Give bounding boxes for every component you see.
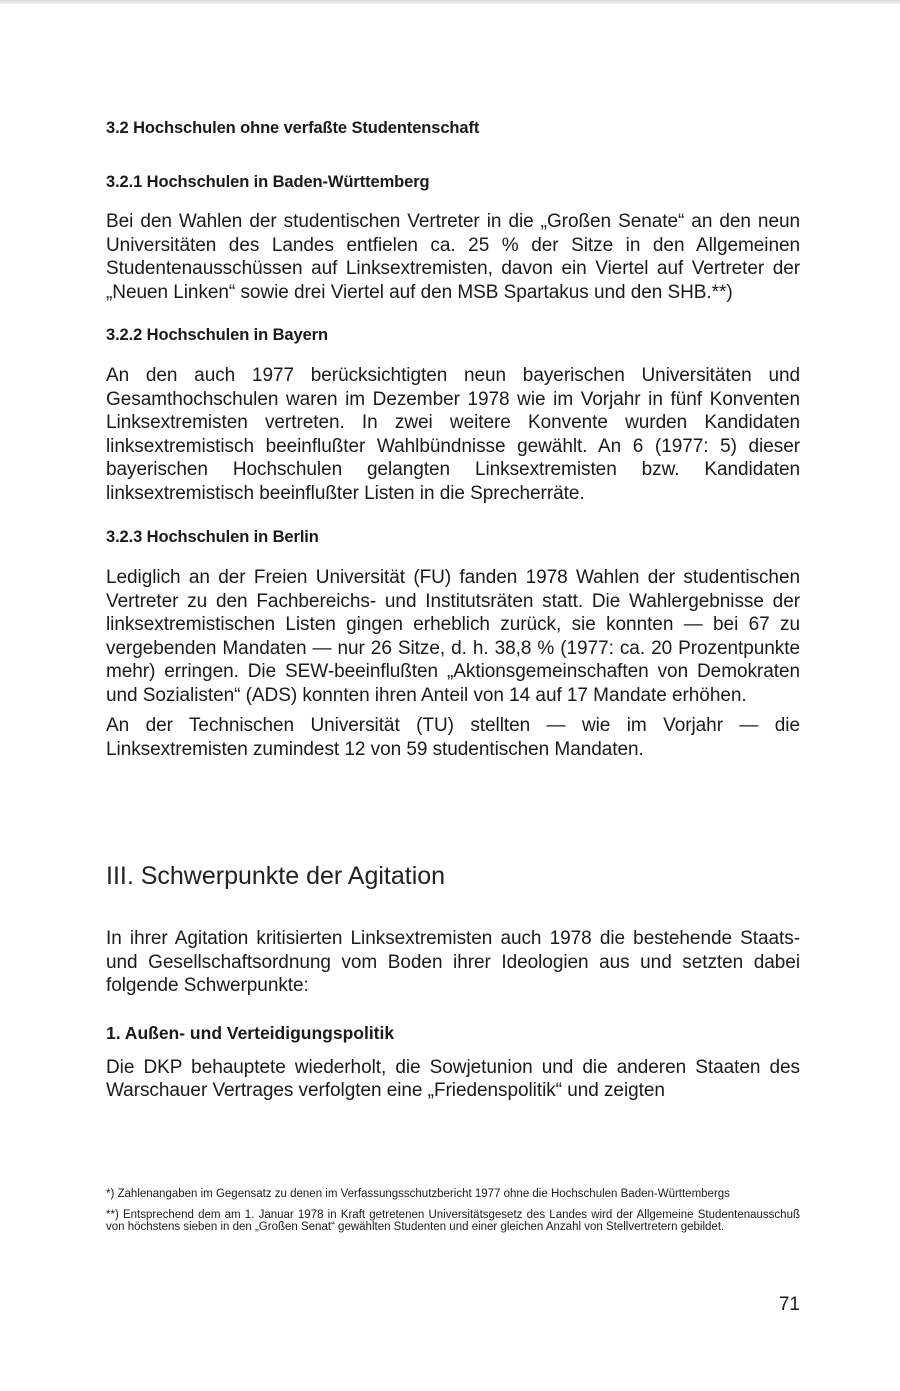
- heading-3-2: 3.2 Hochschulen ohne verfaßte Studentenschaft: [106, 119, 480, 137]
- paragraph-bayern: An den auch 1977 berücksichtigten neun bayerischen Universitäten und Gesamthochschulen waren im Dezember 1978 wie im Vorjahr in fünf Konventen Linksextremisten vertreten. In zwei weitere Konvente wurden Kandidaten linksextremistisch beeinflußter Wahlbündnisse gewählt. An 6 (1977: 5) dieser bayerischen Hochschulen gelangten Linksextremisten bzw. Kandidaten linksextremistisch beeinflußter Listen in die Sprecherräte.: [106, 365, 800, 504]
- page-body: [106, 117, 800, 1103]
- page-top-edge: [0, 0, 900, 4]
- footnotes: [106, 1188, 800, 1242]
- chapter-intro: In ihrer Agitation kritisierten Linksextremisten auch 1978 die bestehende Staats- und Gesellschaftsordnung vom Boden ihrer Ideologien aus und setzten dabei folgende Schwerpunkte:: [106, 928, 800, 996]
- paragraph-topic-1: Die DKP behauptete wiederholt, die Sowjetunion und die anderen Staaten des Warschauer Vertrages verfolgten eine „Friedenspolitik“ und zeigten: [106, 1056, 800, 1101]
- page-number: 71: [778, 1294, 800, 1315]
- heading-3-2-3: 3.2.3 Hochschulen in Berlin: [106, 528, 319, 546]
- footnote-2: **) Entsprechend dem am 1. Januar 1978 in Kraft getretenen Universitätsgesetz des Landes wird der Allgemeine Studentenausschuß von höchstens sieben in den „Großen Senat“ gewählten Studenten und einer gleichen Anzahl von Stellvertretern gebildet.: [106, 1208, 800, 1233]
- chapter-title: III. Schwerpunkte der Agitation: [106, 862, 446, 890]
- paragraph-berlin-tu: An der Technischen Universität (TU) stellten — wie im Vorjahr — die Linksextremisten zumindest 12 von 59 studentischen Mandaten.: [106, 715, 800, 760]
- paragraph-berlin-fu: Lediglich an der Freien Universität (FU) fanden 1978 Wahlen der studentischen Vertreter zu den Fachbereichs- und Institutsräten statt. Die Wahlergebnisse der linksextremistischen Listen gingen erheblich zurück, sie konnten — bei 67 zu vergebenden Mandaten — nur 26 Sitze, d. h. 38,8 % (1977: ca. 20 Prozentpunkte mehr) erringen. Die SEW-beeinflußten „Aktionsgemeinschaften von Demokraten und Sozialisten“ (ADS) konnten ihren Anteil von 14 auf 17 Mandate erhöhen.: [106, 567, 800, 706]
- footnote-1: *) Zahlenangaben im Gegensatz zu denen im Verfassungsschutzbericht 1977 ohne die Hochschulen Baden-Württembergs: [106, 1188, 730, 1200]
- paragraph-baden-wuerttemberg: Bei den Wahlen der studentischen Vertreter in die „Großen Senate“ an den neun Universitäten des Landes entfielen ca. 25 % der Sitze in den Allgemeinen Studentenausschüssen auf Linksextremisten, davon ein Viertel auf Vertreter der „Neuen Linken“ sowie drei Viertel auf den MSB Spartakus und den SHB.**): [106, 211, 800, 303]
- heading-3-2-1: 3.2.1 Hochschulen in Baden-Württemberg: [106, 173, 430, 191]
- heading-3-2-2: 3.2.2 Hochschulen in Bayern: [106, 326, 328, 344]
- heading-topic-1: 1. Außen- und Verteidigungspolitik: [106, 1022, 395, 1043]
